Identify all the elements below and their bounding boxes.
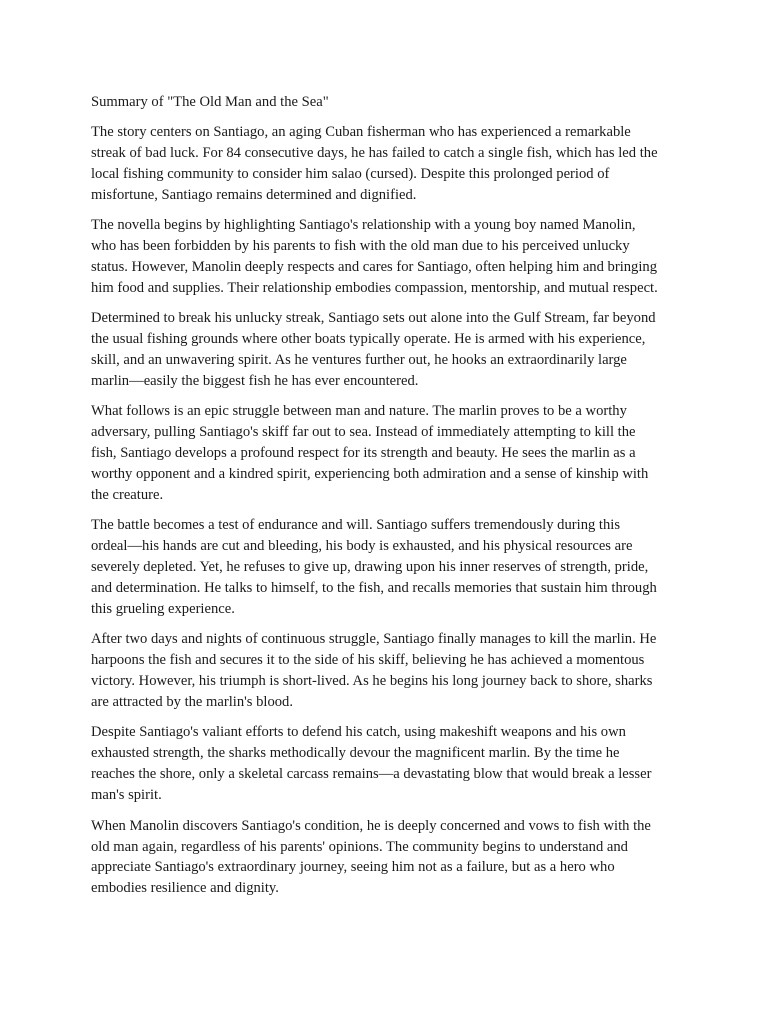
paragraph-4: What follows is an epic struggle between man and nature. The marlin proves to be a worthy adversary, pulling Santiago's skiff far out to sea. Instead of immediately attempting to kill the fish, Santiago develops a profound respect for its strength and beauty. He sees the marlin as a worthy opponent and a kindred spirit, experiencing both admiration and a sense of kinship with the creature. — [91, 403, 649, 503]
document-title: Summary of "The Old Man and the Sea" — [91, 94, 329, 110]
paragraph-5: The battle becomes a test of endurance and will. Santiago suffers tremendously during this ordeal—his hands are cut and bleeding, his body is exhausted, and his physical resources are severely depleted. Yet, he refuses to give up, drawing upon his inner reserves of strength, pride, and determination. He talks to himself, to the fish, and recalls memories that sustain him through this grueling experience. — [91, 517, 657, 617]
paragraph-6: After two days and nights of continuous struggle, Santiago finally manages to kill the marlin. He harpoons the fish and secures it to the side of his skiff, believing he has achieved a momentous victory. However, his triumph is short-lived. As he begins his long journey back to shore, sharks are attracted by the marlin's blood. — [91, 631, 657, 711]
document-page — [91, 92, 691, 909]
paragraph-7: Despite Santiago's valiant efforts to defend his catch, using makeshift weapons and his own exhausted strength, the sharks methodically devour the magnificent marlin. By the time he reaches the shore, only a skeletal carcass remains—a devastating blow that would break a lesser man's spirit. — [91, 724, 652, 804]
paragraph-3: Determined to break his unlucky streak, Santiago sets out alone into the Gulf Stream, far beyond the usual fishing grounds where other boats typically operate. He is armed with his experience, skill, and an unwavering spirit. As he ventures further out, he hooks an extraordinarily large marlin—easily the biggest fish he has ever encountered. — [91, 310, 656, 389]
paragraph-8: When Manolin discovers Santiago's condition, he is deeply concerned and vows to fish with the old man again, regardless of his parents' opinions. The community begins to understand and appreciate Santiago's extraordinary journey, seeing him not as a failure, but as a hero who embodies resilience and dignity. — [91, 817, 651, 897]
paragraph-2: The novella begins by highlighting Santiago's relationship with a young boy named Manolin, who has been forbidden by his parents to fish with the old man due to his perceived unlucky status. However, Manolin deeply respects and cares for Santiago, often helping him and bringing him food and supplies. Their relationship embodies compassion, mentorship, and mutual respect. — [91, 217, 658, 296]
paragraph-1: The story centers on Santiago, an aging Cuban fisherman who has experienced a remarkable streak of bad luck. For 84 consecutive days, he has failed to catch a single fish, which has led the local fishing community to consider him salao (cursed). Despite this prolonged period of misfortune, Santiago remains determined and dignified. — [91, 123, 658, 203]
